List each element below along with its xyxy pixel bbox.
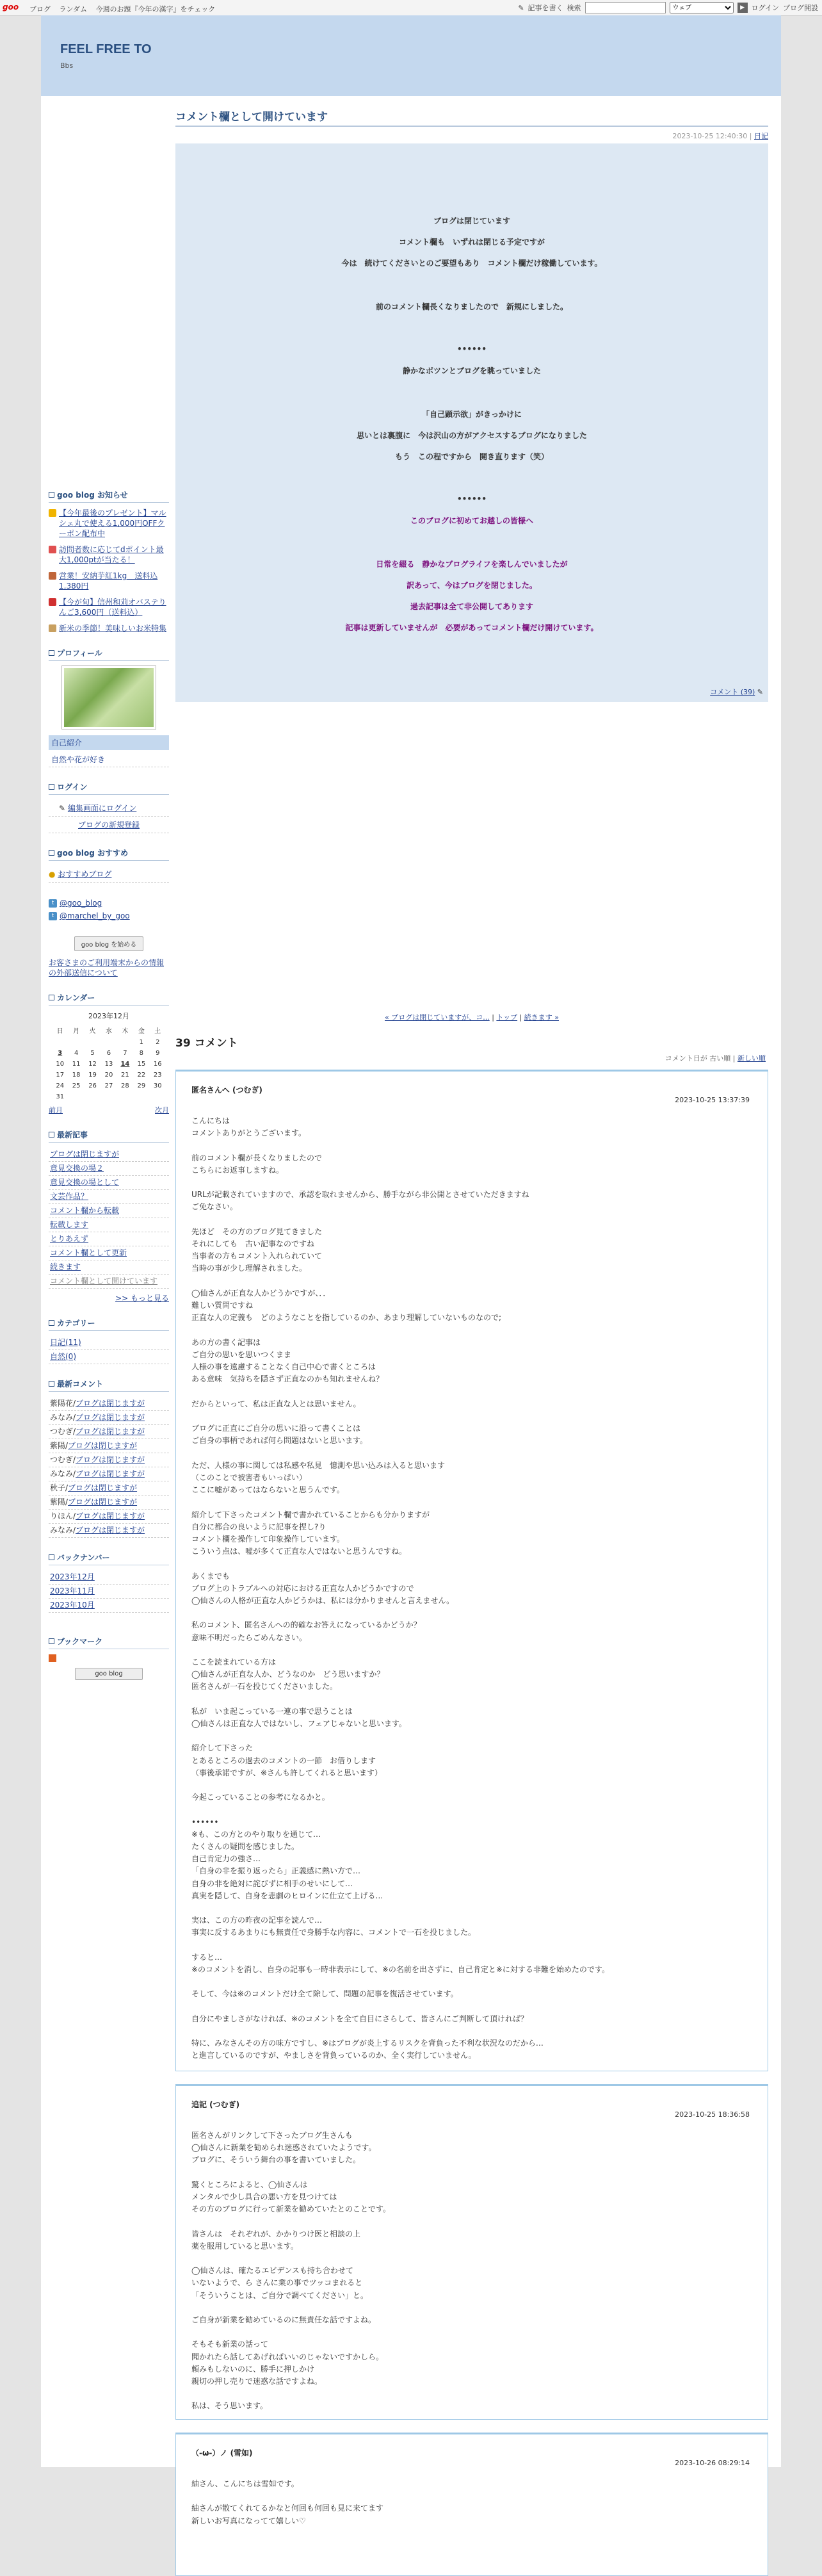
order-old: 古い順 bbox=[709, 1054, 731, 1063]
recommend-title: goo blog おすすめ bbox=[57, 849, 129, 858]
calendar-day-header: 月 bbox=[73, 1028, 80, 1035]
comment-link[interactable]: ブログは閉じますが bbox=[76, 1413, 145, 1422]
search-scope-select[interactable] bbox=[670, 2, 734, 13]
square-icon bbox=[49, 850, 54, 856]
recommend-link[interactable]: おすすめブログ bbox=[58, 870, 112, 879]
calendar-cell[interactable]: 3 bbox=[58, 1050, 63, 1057]
backnumber-item[interactable]: 2023年11月 bbox=[50, 1586, 95, 1595]
recent-item[interactable]: とりあえず bbox=[50, 1234, 89, 1243]
comment-link[interactable]: ブログは閉じますが bbox=[76, 1427, 145, 1436]
calendar-cell: 23 bbox=[153, 1072, 162, 1079]
recent-item[interactable]: ブログは閉じますが bbox=[50, 1150, 120, 1159]
comments-heading: 39 コメント bbox=[175, 1037, 238, 1050]
commenter: みなみ/ bbox=[50, 1413, 76, 1422]
recent-comments-title: 最新コメント bbox=[57, 1380, 104, 1389]
order-new-link[interactable]: 新しい順 bbox=[737, 1054, 766, 1063]
twitter-link[interactable]: @marchel_by_goo bbox=[60, 911, 130, 920]
commenter: 紫陽/ bbox=[50, 1497, 68, 1506]
backnumber-title: バックナンバー bbox=[57, 1553, 110, 1562]
calendar-cell: 16 bbox=[153, 1061, 162, 1068]
backnumber-item[interactable]: 2023年10月 bbox=[50, 1601, 95, 1610]
search-label: 検索 bbox=[567, 4, 581, 12]
calendar-day-header: 水 bbox=[105, 1028, 112, 1035]
more-link[interactable]: >> もっと見る bbox=[115, 1294, 169, 1303]
calendar-cell: 25 bbox=[72, 1082, 81, 1089]
calendar-next-link[interactable]: 次月 bbox=[155, 1106, 169, 1114]
bookmark-section bbox=[49, 1636, 169, 1680]
entry-line: 思いとは裏腹に 今は沢山の方がアクセスするブログになりました bbox=[357, 431, 587, 440]
comment-author: 追記 (つむぎ) bbox=[191, 2100, 240, 2109]
comment bbox=[175, 1070, 768, 2071]
backnumber-item[interactable]: 2023年12月 bbox=[50, 1572, 95, 1581]
twitter-icon: t bbox=[49, 912, 57, 920]
nav-random[interactable]: ランダム bbox=[59, 5, 88, 13]
pencil-icon: ✎ bbox=[518, 3, 524, 12]
category-title: カテゴリー bbox=[57, 1319, 95, 1328]
calendar-day-header: 金 bbox=[138, 1028, 145, 1035]
commenter: つむぎ/ bbox=[50, 1427, 76, 1436]
entry-date: 2023-10-25 12:40:30 bbox=[672, 132, 748, 140]
comment-link[interactable]: ブログは閉じますが bbox=[76, 1399, 145, 1408]
login-title: ログイン bbox=[57, 783, 88, 792]
page-container bbox=[41, 15, 781, 2525]
calendar-cell: 26 bbox=[88, 1082, 97, 1089]
start-blog-button[interactable]: goo blog を始める bbox=[74, 936, 144, 951]
calendar-day-header: 日 bbox=[56, 1028, 63, 1035]
entry-nav: « ブログは閉じていますが、コ... | トップ | 続きます » bbox=[384, 1013, 560, 1022]
square-icon bbox=[49, 492, 54, 498]
entry-category-link[interactable]: 日記 bbox=[754, 132, 768, 140]
order-label: コメント日が bbox=[665, 1054, 707, 1063]
recent-section bbox=[49, 1129, 169, 1303]
calendar-cell: 7 bbox=[123, 1050, 127, 1057]
calendar-prev-link[interactable]: 前月 bbox=[49, 1106, 63, 1114]
entry-line: ブログは閉じています bbox=[433, 216, 510, 225]
top-right-tools bbox=[518, 2, 818, 13]
calendar-day-header: 土 bbox=[154, 1028, 161, 1035]
square-icon bbox=[49, 1320, 54, 1326]
calendar-cell: 9 bbox=[156, 1050, 160, 1057]
recent-item[interactable]: 意見交換の場として bbox=[50, 1178, 120, 1187]
profile-title: プロフィール bbox=[57, 649, 102, 658]
calendar-cell bbox=[52, 1037, 68, 1048]
comment-body: こんにちは コメントありがとうございます。 前のコメント欄が長くなりましたので こちらにお返事しますね。 URLが記載されていますので、承認を取れませんから、勝手ながら非公開とさせていただきますね ご免なさい。 先ほど その方のブログ見てきました それにしても 古い記事なのですね 当事者の方もコメント入れられていて 当時の事が少し理解されました。 ◯仙さんが正直な人かどうかですが、．． 難しい質問ですね 正直な人の定義も どのようなことを指しているのか、あまり理解していないものなので; あの方の書く記事は ご自分の思いを思いつくまま 人様の事を遠慮することなく自己中心で書くところは ある意味 気持ちを隠さず正直なのかも知れませんね？ だからといって、私は正直な人とは思いません。 ブログに正直にご自分の思いに沿って書くことは ご自身の事柄であれば何ら問題はないと思います。 ただ、人様の事に関しては私感や私見 憶測や思い込みは入ると思います （このことで被害者もいっぱい） ここに嘘があってはならないと思うんです。 紹介して下さったコメント欄で書かれていることからも分かりますが 自分に都合の良いように記事を捏し?り コメント欄を操作して印象操作しています。 こういう点は、嘘が多くて正直な人ではないと思うんですね。 あくまでも ブログ上のトラブルへの対応における正直な人かどうかですので ◯仙さんの人格が正直な人かどうかは、私には分かりませんと言えません。 私のコメント、匿名さんへの的確なお答えになっているかどうか？ 意味不明だったらごめんなさい。 ここを読まれている方は ◯仙さんが正直な人か、どうなのか どう思いますか？ 匿名さんが一石を投じてくださいました。 私が いま起こっている一連の事で思うことは ◯仙さんは正直な人ではないし、フェアじゃないと思います。 紹介して下さった とあるところの過去のコメントの一節 お借りします （事後承諾ですが、※さんも許してくれると思います） 今起こっていることの参考になるかと。 •••••• ※も、この方とのやり取りを通じて… たくさんの疑問を感じました。 自己肯定力の強さ… 「自身の非を振り返ったら」正義感に熱い方で… 自身の非を絶対に詫びずに相手のせいにして… 真実を隠して、自身を悲劇のヒロインに仕立て上げる… 実は、この方の昨夜の記事を読んで… 事実に反するあまりにも無責任で身勝手な内容に、コメントで一石を投じました。 すると… ※のコメントを消し、自身の記事も一時非表示にして、※の名前を出さずに、自己肯定と※に対する非難を始めたのです。 そして、今は※のコメントだけ全て除して、問題の記事を復活させています。 自分にやましさがなければ、※のコメントを全て自目にさらして、皆さんにご判断して頂ければ？ 特に、みなさんその方の味方ですし、※はブログが炎上するリスクを背負った不利な状況なのだから… と進言しているのですが、やましさを背負っているのか、全く実行していません。 bbox=[191, 1116, 609, 2060]
entry-line: 今は 続けてくださいとのご要望もあり コメント欄だけ稼働しています。 bbox=[341, 259, 602, 268]
calendar-cell: 6 bbox=[106, 1050, 111, 1057]
commenter: 紫陽/ bbox=[50, 1441, 68, 1450]
twitter-icon: t bbox=[49, 899, 57, 908]
rss-icon[interactable] bbox=[49, 1654, 56, 1662]
recent-item[interactable]: 意見交換の場２ bbox=[50, 1164, 104, 1173]
entry-line: もう この程ですから 開き直ります（笑） bbox=[394, 452, 549, 461]
comment-date: 2023-10-25 13:37:39 bbox=[675, 1096, 750, 1104]
main-column bbox=[175, 108, 768, 2525]
calendar-cell bbox=[68, 1091, 84, 1102]
sidebar bbox=[49, 489, 169, 1694]
notice-section bbox=[49, 489, 169, 633]
calendar-cell: 1 bbox=[139, 1039, 143, 1046]
top-nav bbox=[29, 4, 222, 14]
entry-line: 「自己顕示欲」がきっかけに bbox=[421, 410, 522, 419]
calendar-day-header: 木 bbox=[122, 1028, 129, 1035]
blog-header bbox=[41, 15, 781, 96]
twitter-section bbox=[49, 897, 169, 922]
category-item[interactable]: 自然(0) bbox=[50, 1352, 76, 1361]
rice-icon bbox=[49, 624, 56, 632]
category-section bbox=[49, 1317, 169, 1364]
comment-date: 2023-10-26 08:29:14 bbox=[675, 2459, 750, 2467]
calendar-cell: 24 bbox=[56, 1082, 65, 1089]
apple-icon bbox=[49, 598, 56, 606]
goo-logo[interactable]: goo bbox=[3, 3, 19, 12]
calendar-cell bbox=[117, 1091, 133, 1102]
category-item[interactable]: 日記(11) bbox=[50, 1338, 81, 1347]
calendar-cell: 11 bbox=[72, 1061, 81, 1068]
recent-comments-section bbox=[49, 1378, 169, 1538]
calendar-cell: 20 bbox=[104, 1072, 113, 1079]
login-edit-link[interactable]: 編集画面にログイン bbox=[67, 804, 137, 813]
entry-line: 日常を綴る 静かなブログライフを楽しんでいましたが bbox=[376, 560, 568, 569]
recent-item[interactable]: コメント欄として更新 bbox=[50, 1248, 127, 1257]
recent-item-current[interactable]: コメント欄として開けています bbox=[50, 1276, 158, 1285]
calendar-cell bbox=[101, 1037, 117, 1048]
bulb-icon: ● bbox=[49, 870, 58, 879]
calendar-cell: 2 bbox=[156, 1039, 160, 1046]
calendar-cell: 10 bbox=[56, 1061, 65, 1068]
top-link[interactable]: トップ bbox=[496, 1013, 518, 1022]
calendar-cell: 21 bbox=[121, 1072, 129, 1079]
star-icon bbox=[49, 509, 56, 517]
notice-title: goo blog お知らせ bbox=[57, 491, 128, 500]
calendar-cell bbox=[101, 1091, 117, 1102]
profile-section bbox=[49, 648, 169, 767]
square-icon bbox=[49, 1381, 54, 1387]
calendar-cell: 12 bbox=[88, 1061, 97, 1068]
entry-line: 訳あって、今はブログを閉じました。 bbox=[407, 581, 537, 590]
top-bar bbox=[0, 0, 822, 16]
start-section bbox=[49, 936, 169, 978]
entry-body bbox=[175, 143, 768, 702]
calendar-day-header: 火 bbox=[89, 1028, 96, 1035]
commenter: 紫陽花/ bbox=[50, 1399, 76, 1408]
profile-text: 自然や花が好き bbox=[49, 752, 169, 767]
calendar-cell: 15 bbox=[137, 1061, 146, 1068]
square-icon bbox=[49, 1554, 54, 1560]
calendar-cell: 4 bbox=[74, 1050, 79, 1057]
login-link[interactable]: ログイン bbox=[751, 4, 779, 12]
open-blog-link[interactable]: ブログ開設 bbox=[783, 4, 818, 12]
commenter: りほん/ bbox=[50, 1512, 76, 1520]
search-button[interactable]: ▶ bbox=[737, 3, 748, 13]
comment-author: 匿名さんへ (つむぎ) bbox=[191, 1086, 262, 1095]
write-article-link[interactable]: 記事を書く bbox=[528, 4, 563, 12]
calendar-table bbox=[52, 1023, 166, 1102]
notice-item[interactable]: 訪問者数に応じてdポイント最大1,000ptが当たる！ bbox=[59, 545, 164, 564]
commenter: みなみ/ bbox=[50, 1469, 76, 1478]
calendar-month: 2023年12月 bbox=[88, 1012, 129, 1020]
profile-tab[interactable]: 自己紹介 bbox=[49, 735, 169, 750]
calendar-cell: 5 bbox=[90, 1050, 95, 1057]
nav-blog[interactable]: ブログ bbox=[29, 5, 51, 13]
prev-entry-link[interactable]: « ブログは閉じていますが、コ... bbox=[384, 1013, 490, 1022]
comment-link[interactable]: ブログは閉じますが bbox=[76, 1526, 145, 1535]
recent-item[interactable]: 続きます bbox=[50, 1262, 81, 1271]
calendar-cell: 18 bbox=[72, 1072, 81, 1079]
twitter-link[interactable]: @goo_blog bbox=[60, 899, 102, 908]
comment-date: 2023-10-25 18:36:58 bbox=[675, 2110, 750, 2119]
entry-line: コメント欄も いずれは閉じる予定ですが bbox=[398, 238, 545, 247]
calendar-cell bbox=[68, 1037, 84, 1048]
comment-author: （-ω-）ノ (雪如) bbox=[191, 2449, 253, 2458]
calendar-title: カレンダー bbox=[57, 993, 95, 1002]
calendar-cell: 30 bbox=[153, 1082, 162, 1089]
entry-footer bbox=[710, 687, 763, 697]
comments-count-link[interactable]: コメント (39) bbox=[710, 688, 755, 696]
calendar-cell: 28 bbox=[121, 1082, 129, 1089]
notice-item[interactable]: 新米の季節！美味しいお米特集 bbox=[59, 624, 167, 633]
square-icon bbox=[49, 650, 54, 656]
entry-meta: 2023-10-25 12:40:30 | 日記 bbox=[672, 132, 768, 140]
nav-theme[interactable]: 今週のお題『今年の漢字』をチェック bbox=[95, 5, 216, 13]
calendar-cell bbox=[117, 1037, 133, 1048]
calendar-cell: 31 bbox=[56, 1093, 65, 1100]
comment-link[interactable]: ブログは閉じますが bbox=[76, 1455, 145, 1464]
calendar-cell bbox=[85, 1091, 101, 1102]
calendar-cell: 27 bbox=[104, 1082, 113, 1089]
comment-link[interactable]: ブログは閉じますが bbox=[68, 1441, 138, 1450]
comment bbox=[175, 2084, 768, 2420]
commenter: 秋子/ bbox=[50, 1483, 68, 1492]
comment-link[interactable]: ブログは閉じますが bbox=[76, 1512, 145, 1520]
commenter: みなみ/ bbox=[50, 1526, 76, 1535]
recent-item[interactable]: 転載します bbox=[50, 1220, 89, 1229]
calendar-cell: 8 bbox=[139, 1050, 143, 1057]
entry-line: 過去記事は全て非公開してあります bbox=[410, 602, 533, 611]
gift-icon bbox=[49, 546, 56, 553]
entry-line: •••••• bbox=[456, 345, 487, 354]
recent-item[interactable]: コメント欄から転載 bbox=[50, 1206, 120, 1215]
calendar-cell bbox=[133, 1091, 149, 1102]
square-icon bbox=[49, 1638, 54, 1644]
bookmark-title: ブックマーク bbox=[57, 1637, 103, 1646]
comment-link[interactable]: ブログは閉じますが bbox=[76, 1469, 145, 1478]
comment-body: 匿名さんがリンクして下さったブログ生さんも ◯仙さんに新業を勧められ迷惑されていたようです。 ブログに、そういう舞台の事を書いていました。 驚くところによると、◯仙さんは メンタルで少し具合の悪い方を見つけては その方のブログに行って新業を勧めていたとのことです。 皆さんは それぞれが、かかりつけ医と相談の上 薬を服用していると思います。 ◯仙さんは、確たるエビデンスも持ち合わせて いないようで、ら さんに業の事でツッコまれると 「そういうことは、ご自分で調べてください」と。 ご自身が新業を勧めているのに無責任な話ですよね。 そもそも新業の話って 聞かれたら話してあげればいいのじゃないですかしら。 頼みもしないのに、勝手に押しかけ 親切の押し売りで迷惑な話ですよね。 私は、そう思います。 bbox=[191, 2131, 391, 2411]
square-icon bbox=[49, 784, 54, 790]
next-entry-link[interactable]: 続きます » bbox=[524, 1013, 560, 1022]
entry-line: 記事は更新していませんが 必要があってコメント欄だけ開けています。 bbox=[345, 623, 599, 632]
backnumber-section bbox=[49, 1552, 169, 1613]
comment-link[interactable]: ブログは閉じますが bbox=[68, 1497, 138, 1506]
square-icon bbox=[49, 1132, 54, 1137]
pencil-icon[interactable]: ✎ bbox=[757, 688, 763, 696]
square-icon bbox=[49, 995, 54, 1000]
search-input[interactable] bbox=[585, 2, 666, 13]
notice-item[interactable]: 【今年最後のプレゼント】マルシェ丸で使える1,000円OFFクーポン配布中 bbox=[59, 509, 166, 538]
calendar-cell: 29 bbox=[137, 1082, 146, 1089]
recommend-section bbox=[49, 847, 169, 883]
entry-line: 前のコメント欄長くなりましたので 新規にしました。 bbox=[375, 302, 568, 311]
comment-link[interactable]: ブログは閉じますが bbox=[68, 1483, 138, 1492]
recent-title: 最新記事 bbox=[57, 1130, 88, 1139]
recent-item[interactable]: 文芸作品？ bbox=[50, 1192, 89, 1201]
entry-line: このブログに初めてお越しの皆様へ bbox=[410, 516, 533, 525]
login-section bbox=[49, 781, 169, 833]
bookmark-button[interactable]: goo blog bbox=[75, 1668, 142, 1680]
commenter: つむぎ/ bbox=[50, 1455, 76, 1464]
notice-item[interactable]: 【今が旬】信州和苅オバステりんご3,600円（送料込） bbox=[59, 598, 166, 617]
profile-image bbox=[62, 666, 156, 729]
sweet-potato-icon bbox=[49, 572, 56, 580]
calendar-cell: 13 bbox=[104, 1061, 113, 1068]
calendar-cell bbox=[85, 1037, 101, 1048]
calendar-cell bbox=[150, 1091, 166, 1102]
entry-line: 静かなボツンとブログを眺っていました bbox=[402, 366, 541, 375]
edit-icon: ✎ bbox=[59, 804, 68, 813]
comment bbox=[175, 2433, 768, 2576]
entry-line: •••••• bbox=[456, 494, 487, 503]
comment-body: 紬さん、こんにちは雪如です。 紬さんが散てくれてるかなと何回も何回も見に来てます 新しいお写真になってて嬉しい♡ bbox=[191, 2479, 384, 2525]
info-link[interactable]: お客さまのご利用端末からの情報の外部送信について bbox=[49, 958, 165, 977]
entry-title[interactable]: コメント欄として開けています bbox=[175, 108, 768, 127]
calendar-cell: 22 bbox=[137, 1072, 146, 1079]
calendar-cell[interactable]: 14 bbox=[120, 1061, 130, 1068]
calendar-section bbox=[49, 992, 169, 1115]
comment-order: コメント日が 古い順 | 新しい順 bbox=[665, 1054, 766, 1063]
new-blog-link[interactable]: ブログの新規登録 bbox=[77, 820, 140, 829]
calendar-cell: 17 bbox=[56, 1072, 65, 1079]
notice-item[interactable]: 営業！安納芋紅1kg 送料込1,380円 bbox=[59, 571, 158, 591]
blog-subtitle: Bbs bbox=[60, 61, 74, 70]
calendar-cell: 19 bbox=[88, 1072, 97, 1079]
blog-title[interactable]: FEEL FREE TO bbox=[60, 42, 152, 56]
